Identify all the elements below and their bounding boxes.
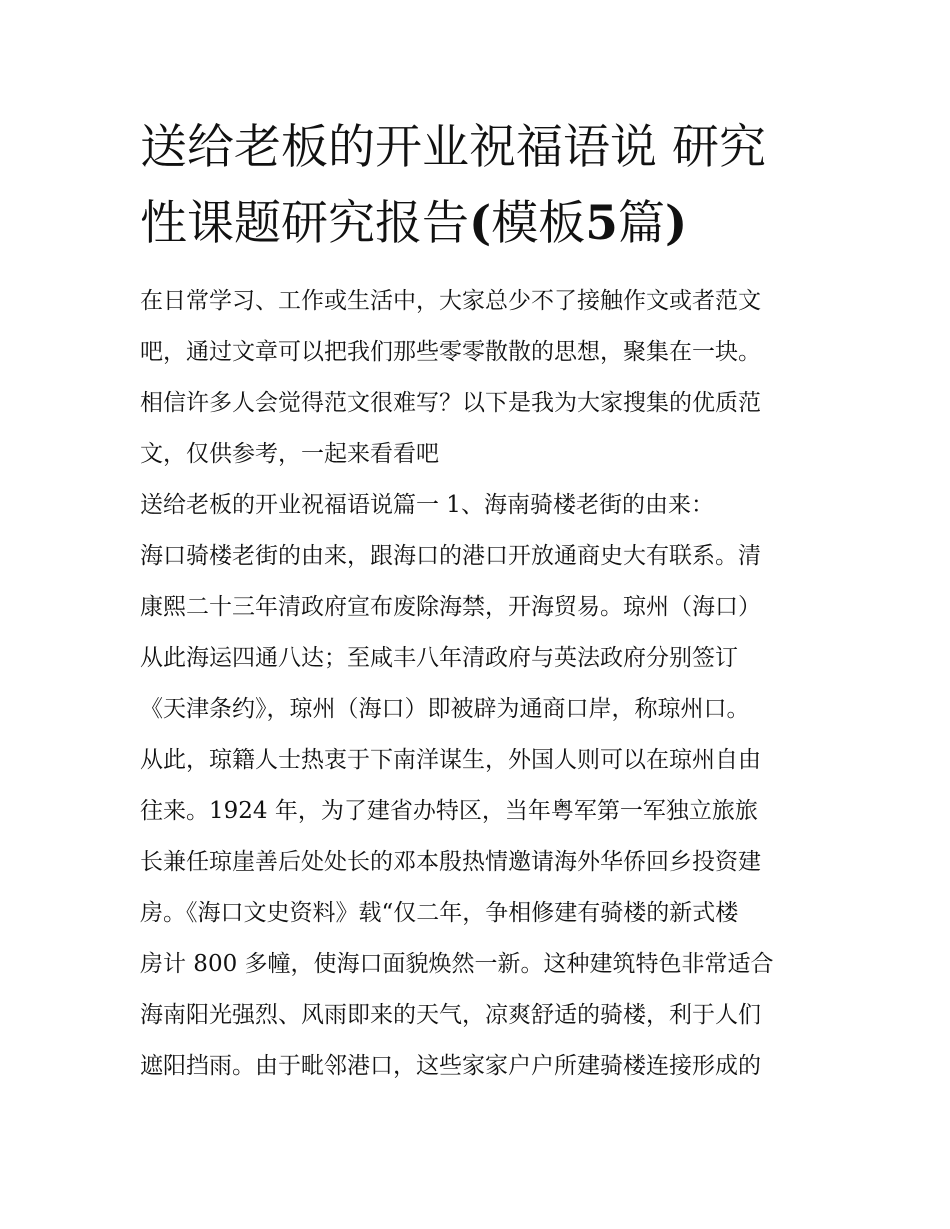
document-title — [140, 110, 820, 262]
body-line: 从此海运四通八达；至咸丰八年清政府与英法政府分别签订 — [140, 645, 738, 671]
body-line: 房计 800 多幢，使海口面貌焕然一新。这种建筑特色非常适合 — [140, 951, 774, 977]
body-line: 相信许多人会觉得范文很难写？以下是我为大家搜集的优质范 — [140, 390, 761, 416]
body-line: 《天津条约》，琼州（海口）即被辟为通商口岸，称琼州口。 — [140, 696, 750, 722]
body-line: 海口骑楼老街的由来，跟海口的港口开放通商史大有联系。清 — [140, 543, 761, 569]
body-line: 往来。1924 年，为了建省办特区，当年粤军第一军独立旅旅 — [140, 798, 758, 824]
body-line: 海南阳光强烈、风雨即来的天气，凉爽舒适的骑楼，利于人们 — [140, 1002, 761, 1028]
body-line: 从此，琼籍人士热衷于下南洋谋生，外国人则可以在琼州自由 — [140, 747, 761, 773]
body-line: 文，仅供参考，一起来看看吧 — [140, 441, 439, 467]
body-line: 遮阳挡雨。由于毗邻港口，这些家家户户所建骑楼连接形成的 — [140, 1053, 761, 1079]
document-page — [140, 110, 820, 1092]
title-unit-word: 篇 — [617, 196, 665, 251]
body-line: 房。《海口文史资料》载“仅二年，争相修建有骑楼的新式楼 — [140, 900, 739, 926]
body-line: 长兼任琼崖善后处处长的邓本殷热情邀请海外华侨回乡投资建 — [140, 849, 761, 875]
document-body — [140, 276, 820, 1092]
section-heading-line: 送给老板的开业祝福语说篇一 1、海南骑楼老街的由来： — [140, 492, 714, 518]
title-line-2 — [140, 186, 820, 262]
title-template-word: 模板 — [491, 196, 586, 251]
title-line-1-text: 送给老板的开业祝福语说 研究 — [140, 120, 766, 175]
title-count: 5 — [585, 196, 618, 251]
title-line-1 — [140, 110, 820, 186]
title-open-paren: ( — [469, 196, 492, 251]
body-line: 康熙二十三年清政府宣布废除海禁，开海贸易。琼州（海口） — [140, 594, 761, 620]
title-close-paren: ) — [664, 196, 688, 251]
body-line: 吧，通过文章可以把我们那些零零散散的思想，聚集在一块。 — [140, 339, 761, 365]
title-line-2-text: 性课题研究报告 — [140, 196, 469, 251]
body-line: 在日常学习、工作或生活中，大家总少不了接触作文或者范文 — [140, 288, 761, 314]
